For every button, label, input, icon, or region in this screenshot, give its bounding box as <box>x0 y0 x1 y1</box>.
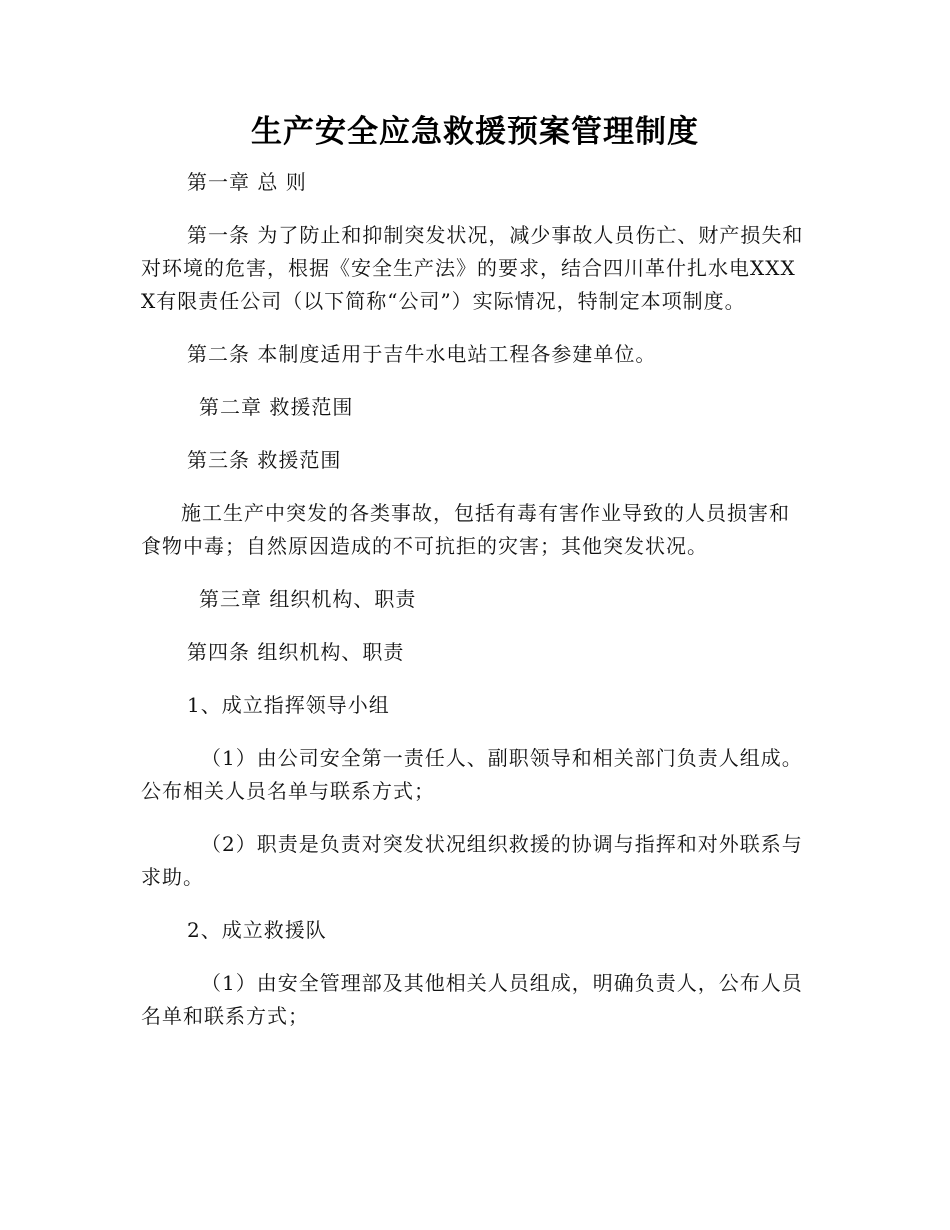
item-1-sub-2: （2）职责是负责对突发状况组织救援的协调与指挥和对外联系与求助。 <box>141 832 803 889</box>
item-2-heading: 2、成立救援队 <box>187 918 327 942</box>
article-3-heading: 第三条 救援范围 <box>187 448 342 472</box>
chapter-2-heading: 第二章 救援范围 <box>199 395 354 419</box>
chapter-3-heading: 第三章 组织机构、职责 <box>199 587 417 611</box>
article-2: 第二条 本制度适用于吉牛水电站工程各参建单位。 <box>187 342 657 366</box>
article-4-heading: 第四条 组织机构、职责 <box>187 640 405 664</box>
item-1-sub-1: （1）由公司安全第一责任人、副职领导和相关部门负责人组成。公布相关人员名单与联系方式； <box>141 746 803 803</box>
chapter-1-heading: 第一章 总 则 <box>187 170 307 194</box>
article-1: 第一条 为了防止和抑制突发状况，减少事故人员伤亡、财产损失和对环境的危害，根据《安全生产法》的要求，结合四川革什扎水电XXXX有限责任公司（以下简称“公司”）实际情况，特制定本项制度。 <box>141 223 804 313</box>
item-1-heading: 1、成立指挥领导小组 <box>187 693 390 717</box>
item-2-sub-1: （1）由安全管理部及其他相关人员组成，明确负责人，公布人员名单和联系方式； <box>141 971 803 1028</box>
article-3-body: 施工生产中突发的各类事故，包括有毒有害作业导致的人员损害和食物中毒；自然原因造成的不可抗拒的灾害；其他突发状况。 <box>141 501 790 558</box>
document-body <box>141 166 806 1033</box>
document-title: 生产安全应急救援预案管理制度 <box>251 114 699 150</box>
